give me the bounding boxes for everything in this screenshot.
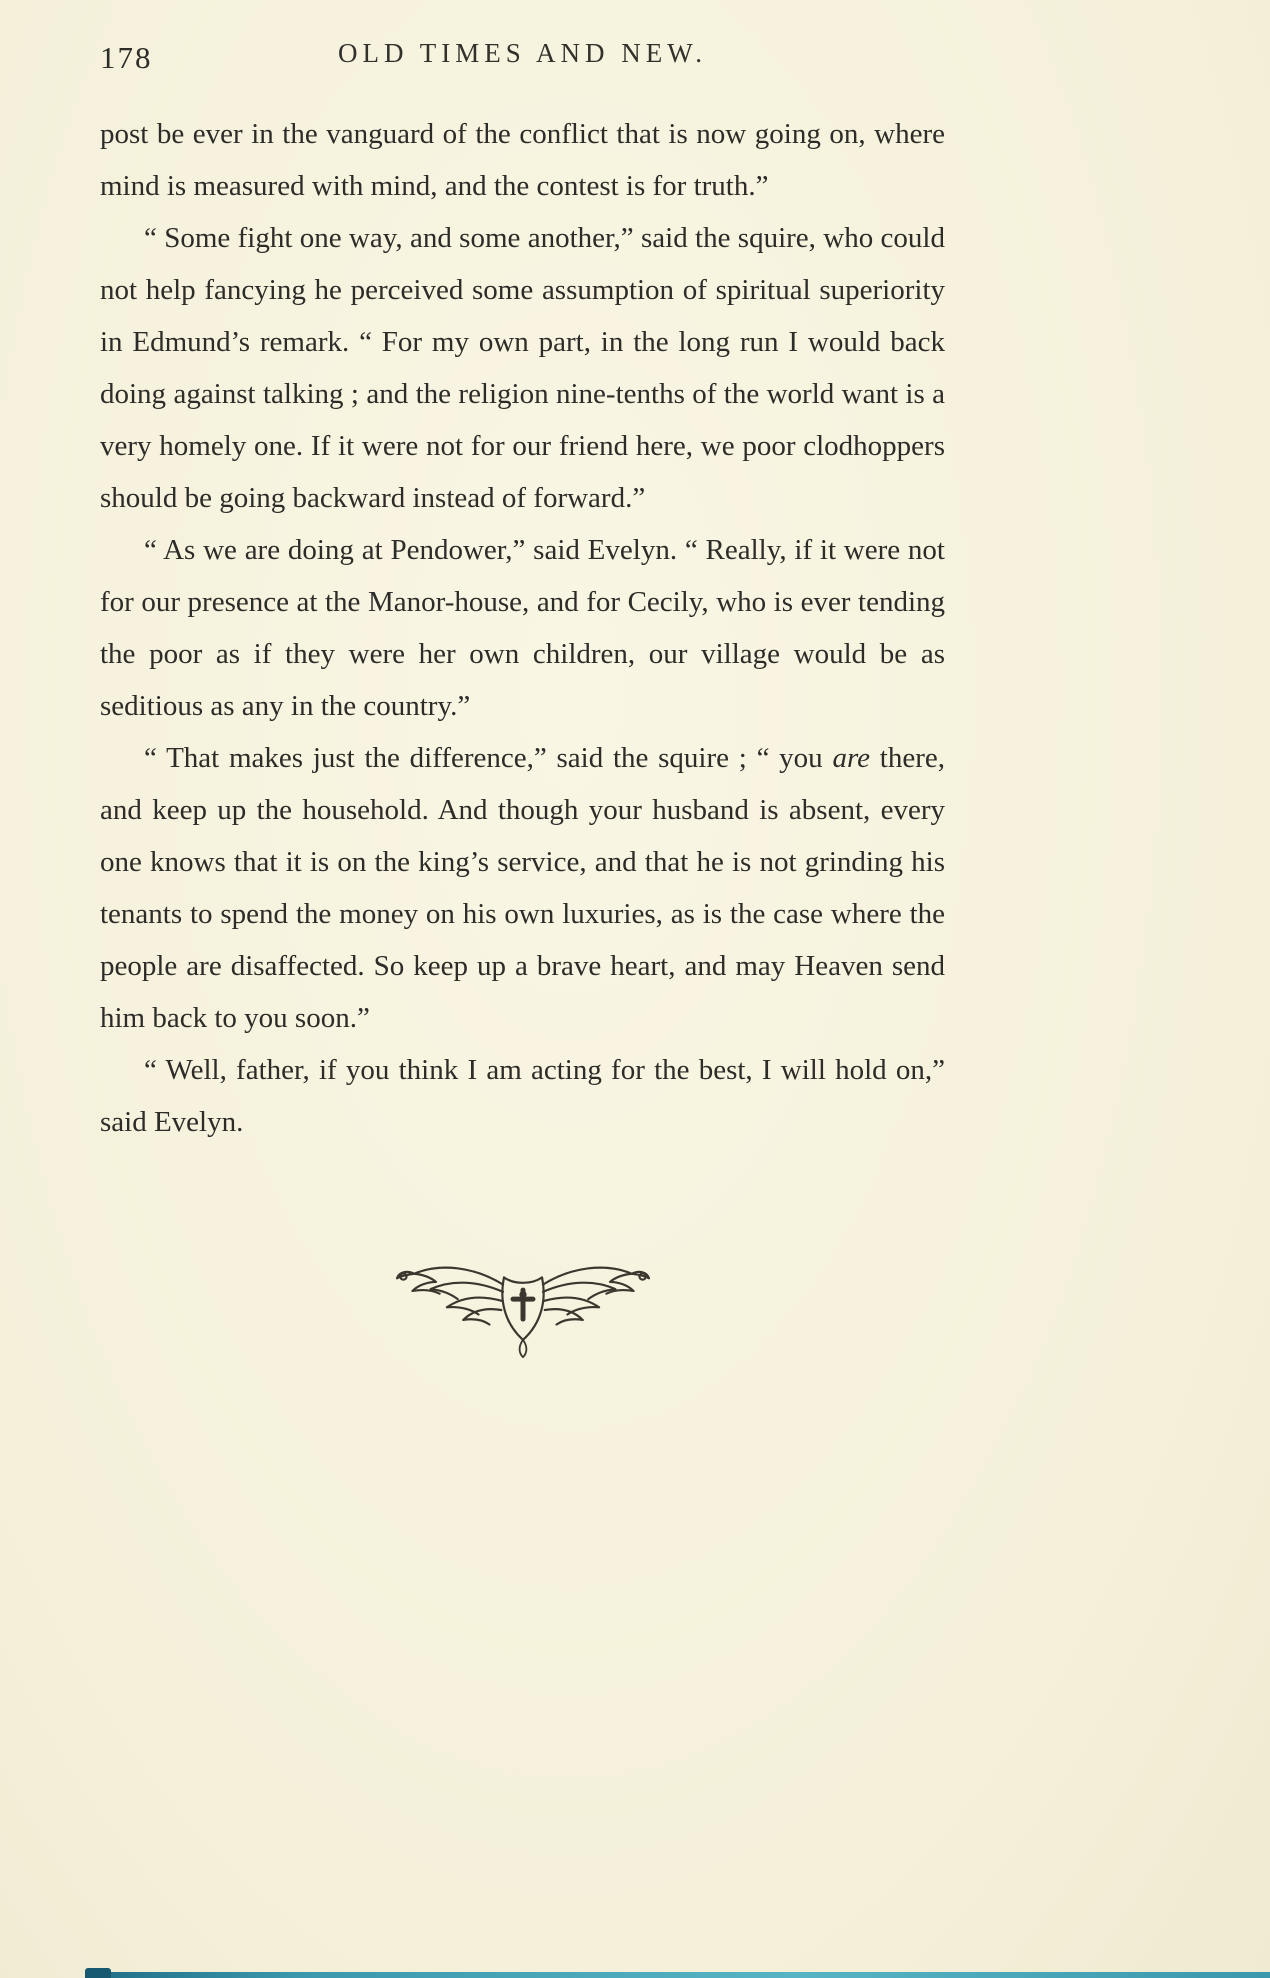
paragraph [100,524,945,732]
paragraph [100,732,945,1044]
winged-shield-ornament-icon [100,1252,945,1373]
paragraph-text: “ Well, father, if you think I am acting for the best, I will hold on,” said Evelyn. [100,1054,945,1138]
paragraph-text-italic: are [832,742,871,774]
scan-edge [85,1972,1270,1978]
paragraph-text: “ That makes just the difference,” said the squire ; “ you [144,742,833,774]
paragraph [100,1044,945,1148]
paragraph [100,108,945,212]
paragraph [100,212,945,524]
paragraph-text: “ Some fight one way, and some another,” said the squire, who could not help fancying he perceived some assumption of spiritual superiority in Edmund’s remark. “ For my own part, in the long run I would back doing against talking ; and the religion nine-tenths of the world want is a very homely one. If it were not for our friend here, we poor clodhoppers should be going backward instead of forward.” [100,222,945,514]
page-body [100,108,945,1148]
paragraph-text: post be ever in the vanguard of the conflict that is now going on, where mind is measured with mind, and the contest is for truth.” [100,118,945,202]
paragraph-text: “ As we are doing at Pendower,” said Evelyn. “ Really, if it were not for our presence at the Manor-house, and for Cecily, who is ever tending the poor as if they were her own children, our village would be as seditious as any in the country.” [100,534,945,722]
scan-edge-corner [85,1968,111,1978]
paragraph-text: there, and keep up the household. And though your husband is absent, every one knows that it is on the king’s service, and that he is not grinding his tenants to spend the money on his own luxuries, as is the case where the people are disaffected. So keep up a brave heart, and may Heaven send him back to you soon.” [100,742,945,1034]
page-number: 178 [100,40,153,75]
running-header: OLD TIMES AND NEW. [337,38,707,68]
page-content [100,38,945,1148]
page-header [100,38,945,84]
